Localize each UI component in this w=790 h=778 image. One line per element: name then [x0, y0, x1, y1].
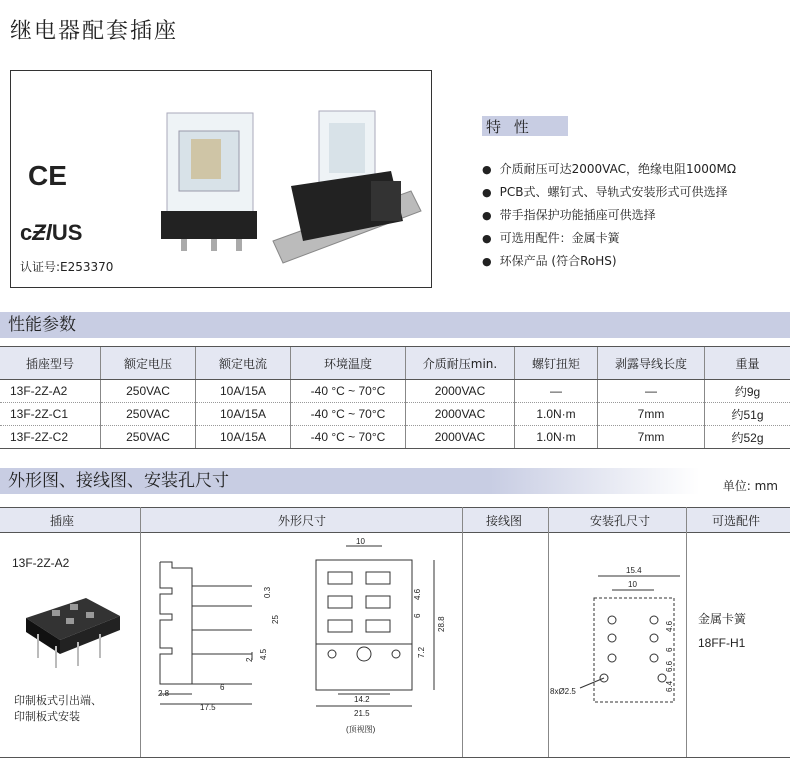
divider: [686, 507, 687, 757]
top-view-caption: (顶视图): [346, 725, 376, 734]
divider: [462, 507, 463, 757]
dim-label: 10: [356, 537, 365, 546]
cell: 10A/15A: [196, 403, 291, 426]
dim-label: 4.6: [665, 620, 674, 632]
page-title: 继电器配套插座: [10, 19, 179, 44]
cell: 10A/15A: [196, 380, 291, 403]
side-view: [160, 562, 252, 694]
cell: 2000VAC: [406, 380, 515, 403]
mount-note: 印制板式安装: [14, 710, 80, 723]
feature-item: ● 介质耐压可达2000VAC，绝缘电阻1000MΩ: [482, 158, 736, 181]
mount-note: 印制板式引出端、: [14, 694, 102, 707]
dims-heading: 外形图、接线图、安装孔尺寸: [0, 468, 700, 494]
dim-label: 4.6: [413, 588, 422, 600]
dim-label: 2: [245, 657, 254, 662]
ce-mark: CE: [28, 160, 67, 191]
dim-label: 15.4: [626, 566, 642, 575]
cell: 7mm: [598, 403, 705, 426]
dims-header-row: [0, 507, 790, 533]
divider: [548, 507, 549, 757]
product-photo-panel: [10, 70, 432, 288]
cell: —: [515, 380, 598, 403]
dim-label: 28.8: [437, 616, 446, 632]
features-heading: 特 性: [482, 116, 568, 136]
relay-photos: [11, 71, 431, 287]
col-header: 重量: [705, 347, 790, 380]
cell: 2000VAC: [406, 426, 515, 449]
col-header: 额定电流: [196, 347, 291, 380]
col-header: 接线图: [486, 514, 523, 528]
col-header: 安装孔尺寸: [590, 514, 651, 528]
perf-heading: 性能参数: [0, 312, 790, 338]
cell: -40 °C ~ 70°C: [291, 403, 406, 426]
dim-label: 6: [413, 613, 422, 618]
table-row: [0, 380, 790, 403]
col-header: 外形尺寸: [278, 514, 327, 528]
hole-drawing: [550, 560, 684, 710]
dim-label: 6.6: [665, 660, 674, 672]
cell: 约51g: [705, 403, 790, 426]
col-header: 介质耐压min.: [406, 347, 515, 380]
dim-label: 14.2: [354, 695, 370, 704]
cell: 250VAC: [101, 380, 196, 403]
accessory-model: 18FF-H1: [698, 636, 746, 650]
dim-label: 7.2: [417, 646, 426, 658]
ul-mark: cƵlUS: [20, 220, 83, 245]
col-header: 额定电压: [101, 347, 196, 380]
cell: 7mm: [598, 426, 705, 449]
table-row: [0, 426, 790, 449]
dim-label: 8xØ2.5: [550, 687, 576, 696]
cert-number: 认证号:E253370: [20, 260, 114, 274]
dim-label: 2.8: [158, 689, 170, 698]
feature-item: ● 带手指保护功能插座可供选择: [482, 204, 736, 227]
cell: 1.0N·m: [515, 426, 598, 449]
cell: 约52g: [705, 426, 790, 449]
cell: —: [598, 380, 705, 403]
outline-drawing: [142, 534, 460, 756]
cell: 13F-2Z-A2: [0, 380, 101, 403]
dim-label: 25: [271, 615, 280, 624]
dim-label: 17.5: [200, 703, 216, 712]
col-header: 螺钉扭矩: [515, 347, 598, 380]
perf-table: [0, 346, 790, 449]
dim-label: 6: [220, 683, 225, 692]
dim-label: 10: [628, 580, 637, 589]
col-header: 可选配件: [712, 514, 761, 528]
col-header: 环境温度: [291, 347, 406, 380]
col-header: 剥露导线长度: [598, 347, 705, 380]
feature-item: ● 可选用配件：金属卡簧: [482, 227, 736, 250]
socket-model: 13F-2Z-A2: [12, 556, 70, 570]
cell: 13F-2Z-C1: [0, 403, 101, 426]
dim-label: 6.4: [665, 680, 674, 692]
col-header: 插座: [50, 514, 75, 528]
dim-label: 21.5: [354, 709, 370, 718]
perf-header-row: [0, 347, 790, 380]
accessory-name: 金属卡簧: [698, 612, 747, 626]
cell: -40 °C ~ 70°C: [291, 380, 406, 403]
cell: 10A/15A: [196, 426, 291, 449]
feature-item: ● PCB式、螺钉式、导轨式安装形式可供选择: [482, 181, 736, 204]
cell: 13F-2Z-C2: [0, 426, 101, 449]
cell: 1.0N·m: [515, 403, 598, 426]
top-view: [316, 546, 434, 706]
divider: [140, 507, 141, 757]
dim-label: 4.5: [259, 648, 268, 660]
dim-label: 6: [665, 647, 674, 652]
features-list: [482, 158, 736, 273]
cell: 约9g: [705, 380, 790, 403]
socket-photo: [16, 588, 126, 672]
table-row: [0, 403, 790, 426]
divider: [0, 757, 790, 758]
cell: -40 °C ~ 70°C: [291, 426, 406, 449]
unit-label: 单位: mm: [722, 479, 778, 493]
feature-item: ● 环保产品 (符合RoHS): [482, 250, 736, 273]
cell: 250VAC: [101, 403, 196, 426]
dim-label: 0.3: [263, 586, 272, 598]
col-header: 插座型号: [0, 347, 101, 380]
cell: 2000VAC: [406, 403, 515, 426]
cell: 250VAC: [101, 426, 196, 449]
